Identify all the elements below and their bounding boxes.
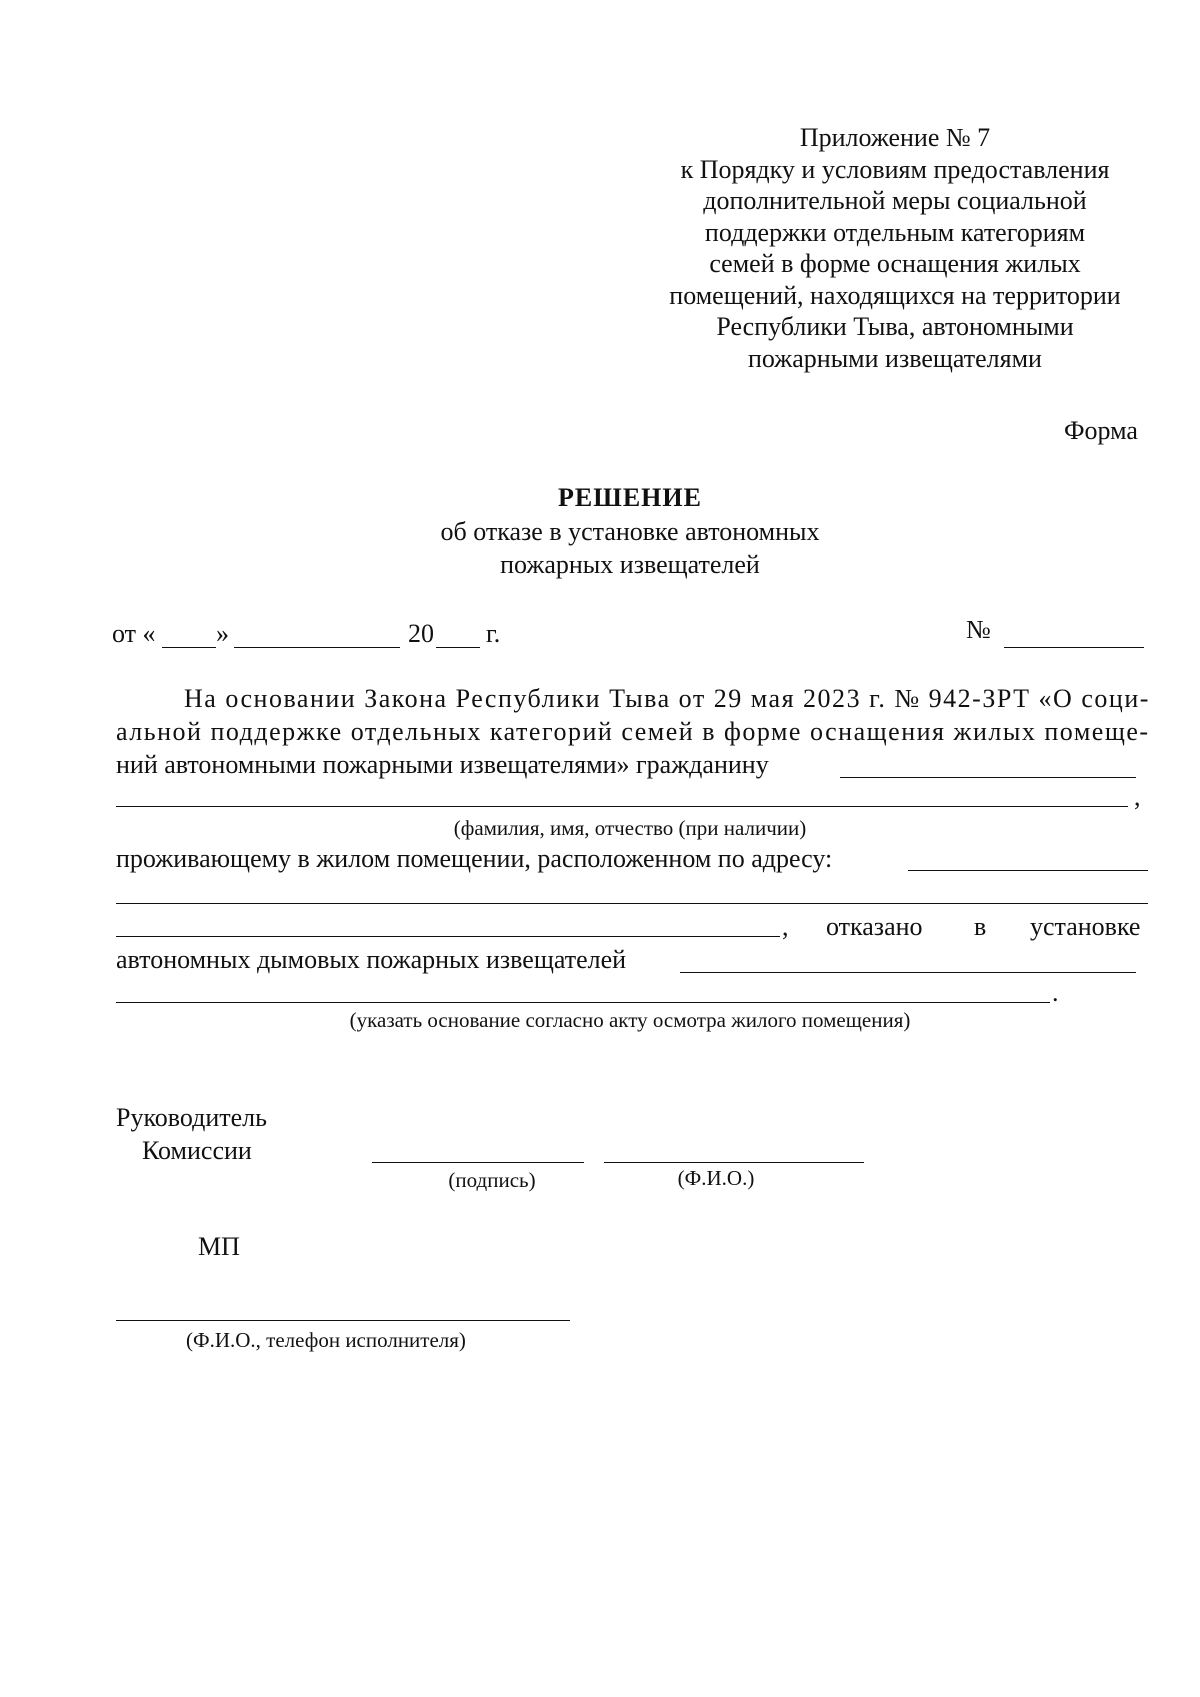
month-field[interactable] [234,647,400,648]
refused-word: отказано [826,912,923,941]
fio-caption: (фамилия, имя, отчество (при наличии) [453,816,807,840]
address-label: проживающему в жилом помещении, расположенном по адресу: [116,844,833,873]
day-field[interactable] [162,647,216,648]
executor-field[interactable] [116,1320,570,1321]
comma: , [1134,782,1141,811]
signer-role: Руководитель [116,1103,267,1132]
appendix-line: помещений, находящихся на территории [669,280,1121,310]
appendix-line: пожарными извещателями [748,343,1042,373]
reason-field-continued[interactable] [116,1002,1050,1003]
appendix-line: к Порядку и условиям предоставления [680,154,1110,184]
document-title: РЕШЕНИЕ [558,483,702,512]
address-field-end[interactable] [116,936,780,937]
number-label: № [966,615,991,644]
appendix-line: семей в форме оснащения жилых [709,249,1081,278]
appendix-line: поддержки отдельным категориям [704,217,1086,247]
form-label: Форма [1064,416,1138,445]
number-field[interactable] [1004,647,1144,648]
body-line: ний автономными пожарными извещателями» гражданину [116,750,769,779]
year-field[interactable] [436,647,480,648]
body-line: На основании Закона Республики Тыва от 29 мая 2023 г. № 942-ЗРТ «О соци- [184,684,1150,713]
comma: , [782,912,789,941]
appendix-block [620,122,1170,374]
signer-role: Комиссии [142,1136,252,1165]
year-suffix: г. [486,619,501,648]
fio-caption: (Ф.И.О.) [677,1166,755,1190]
executor-caption: (Ф.И.О., телефон исполнителя) [186,1328,466,1352]
document-subtitle: пожарных извещателей [500,550,760,579]
appendix-line: Республики Тыва, автономными [716,312,1074,341]
detectors-label: автономных дымовых пожарных извещателей [116,945,627,974]
citizen-name-field[interactable] [840,777,1136,778]
date-prefix: от « [112,619,156,648]
stamp-label: МП [198,1232,240,1261]
refused-word: в [974,912,987,941]
appendix-line: дополнительной меры социальной [703,186,1087,215]
date-quote-close: » [216,619,229,648]
address-field[interactable] [908,870,1148,871]
address-field-continued[interactable] [116,903,1148,904]
appendix-line: Приложение № 7 [799,123,991,152]
reason-field[interactable] [680,972,1136,973]
year-prefix: 20 [408,619,434,648]
reason-caption: (указать основание согласно акту осмотра жилого помещения) [349,1008,911,1032]
period: . [1052,978,1059,1007]
body-line: альной поддержке отдельных категорий семей в форме оснащения жилых помеще- [116,717,1150,746]
signature-caption: (подпись) [448,1168,536,1192]
citizen-name-field-continued[interactable] [116,806,1128,807]
signer-fio-field[interactable] [604,1162,864,1163]
signature-field[interactable] [372,1162,584,1163]
document-subtitle: об отказе в установке автономных [440,517,820,546]
refused-word: установке [1030,912,1141,941]
